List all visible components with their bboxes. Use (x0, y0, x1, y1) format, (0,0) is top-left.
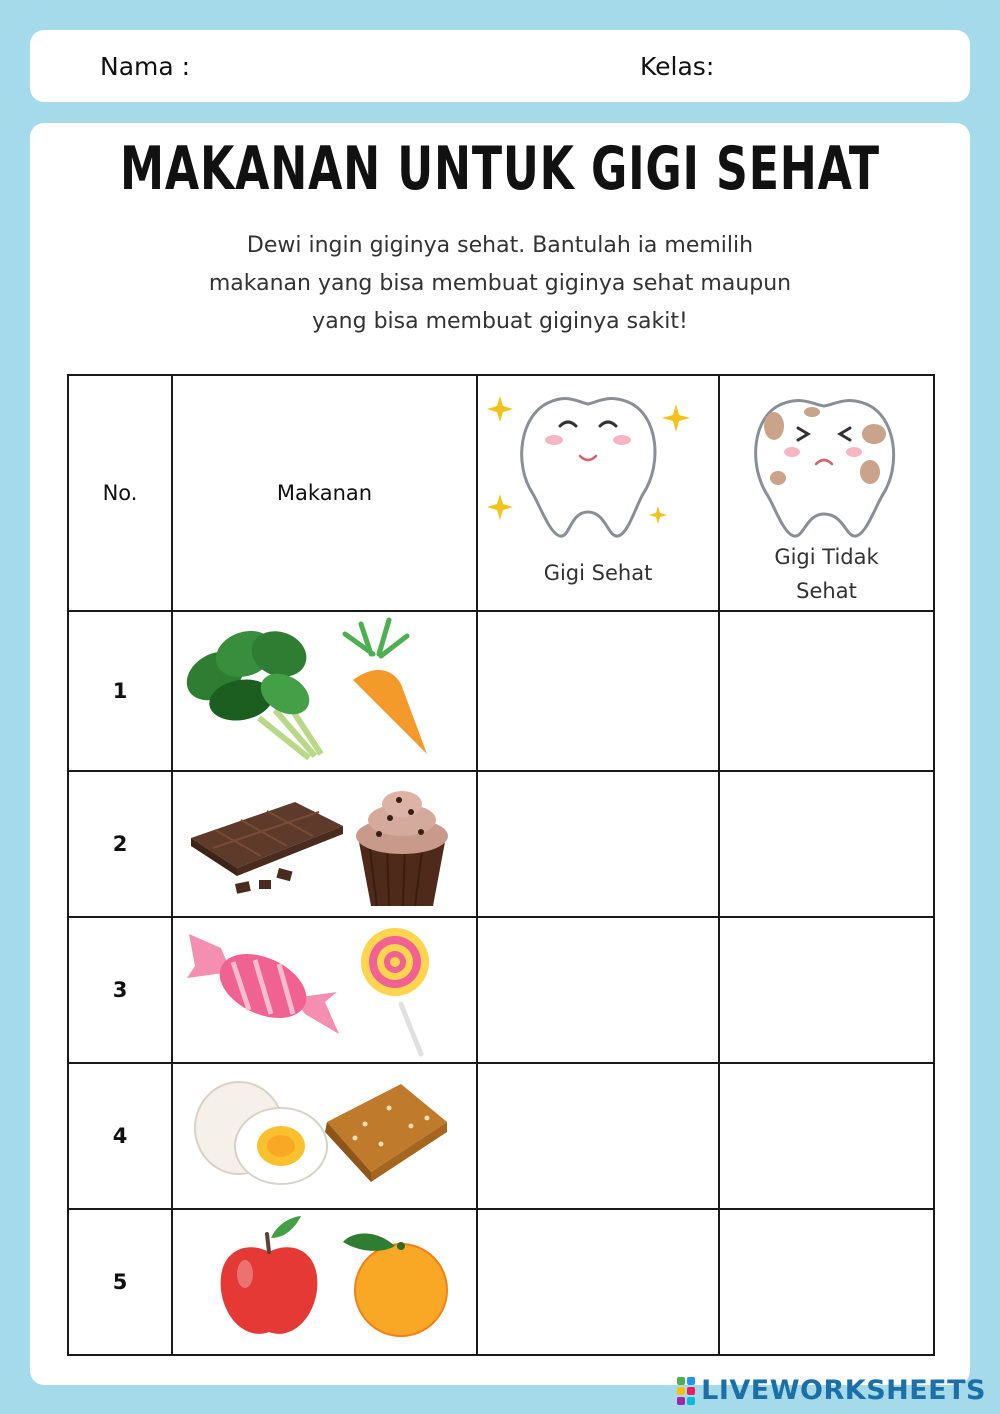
table-row (68, 917, 934, 1063)
row-number-text: 4 (112, 1124, 128, 1148)
apple-orange-image (175, 1210, 475, 1350)
row-number-text: 3 (112, 978, 128, 1002)
food-cell (172, 1209, 477, 1355)
boiled-egg-icon (195, 1082, 327, 1184)
table-row (68, 1063, 934, 1209)
unhealthy-answer-box[interactable] (719, 1209, 934, 1355)
liveworksheets-logo (677, 1375, 986, 1406)
healthy-tooth-icon (478, 384, 718, 554)
header-unhealthy-label (720, 540, 933, 608)
name-label: Nama : (100, 52, 191, 81)
header-unhealthy-line2: Sehat (796, 579, 857, 603)
chocolate-cupcake-image (175, 772, 475, 912)
header-food-label: Makanan (276, 481, 373, 505)
row-number (68, 917, 172, 1063)
spinach-icon (178, 623, 321, 758)
table-row (68, 771, 934, 917)
class-label: Kelas: (640, 52, 715, 81)
table-row (68, 611, 934, 771)
header-no-label: No. (102, 481, 138, 505)
egg-granola-image (175, 1064, 475, 1204)
chocolate-bar-icon (191, 802, 343, 894)
lollipop-icon (361, 928, 429, 1054)
cupcake-icon (356, 791, 448, 906)
carrot-icon (345, 620, 427, 754)
food-cell (172, 917, 477, 1063)
header-food (172, 375, 477, 611)
candy-lollipop-image (175, 918, 475, 1058)
row-number-text: 2 (112, 832, 128, 856)
row-number-text: 1 (112, 679, 128, 703)
header-no (68, 375, 172, 611)
row-number (68, 1209, 172, 1355)
decayed-tooth-icon (720, 394, 933, 544)
worksheet-table (67, 374, 935, 1356)
candy-icon (187, 934, 339, 1034)
header-unhealthy (719, 375, 934, 611)
spinach-carrot-image (175, 614, 475, 764)
header-healthy-label: Gigi Sehat (543, 561, 653, 585)
row-number (68, 771, 172, 917)
food-cell (172, 611, 477, 771)
healthy-answer-box[interactable] (477, 1209, 719, 1355)
instruction-line-2: makanan yang bisa membuat giginya sehat maupun (208, 271, 792, 296)
brand-name: LIVEWORKSHEETS (701, 1375, 986, 1406)
healthy-answer-box[interactable] (477, 917, 719, 1063)
instruction-line-3: yang bisa membuat giginya sakit! (312, 309, 688, 334)
unhealthy-answer-box[interactable] (719, 1063, 934, 1209)
healthy-answer-box[interactable] (477, 771, 719, 917)
healthy-answer-box[interactable] (477, 611, 719, 771)
apple-icon (220, 1216, 317, 1334)
table-row (68, 1209, 934, 1355)
unhealthy-answer-box[interactable] (719, 917, 934, 1063)
header-healthy (477, 375, 719, 611)
brand-logo-icon (677, 1377, 695, 1405)
unhealthy-answer-box[interactable] (719, 771, 934, 917)
instruction-line-1: Dewi ingin giginya sehat. Bantulah ia memilih (246, 233, 754, 258)
header-unhealthy-line1: Gigi Tidak (774, 545, 879, 569)
unhealthy-answer-box[interactable] (719, 611, 934, 771)
healthy-answer-box[interactable] (477, 1063, 719, 1209)
row-number-text: 5 (112, 1270, 128, 1294)
granola-bar-icon (325, 1084, 447, 1182)
row-number (68, 611, 172, 771)
food-cell (172, 771, 477, 917)
row-number (68, 1063, 172, 1209)
orange-icon (343, 1234, 447, 1337)
header-card (30, 30, 970, 102)
food-cell (172, 1063, 477, 1209)
table-header-row (68, 375, 934, 611)
page-title: MAKANAN UNTUK GIGI SEHAT (120, 134, 880, 204)
